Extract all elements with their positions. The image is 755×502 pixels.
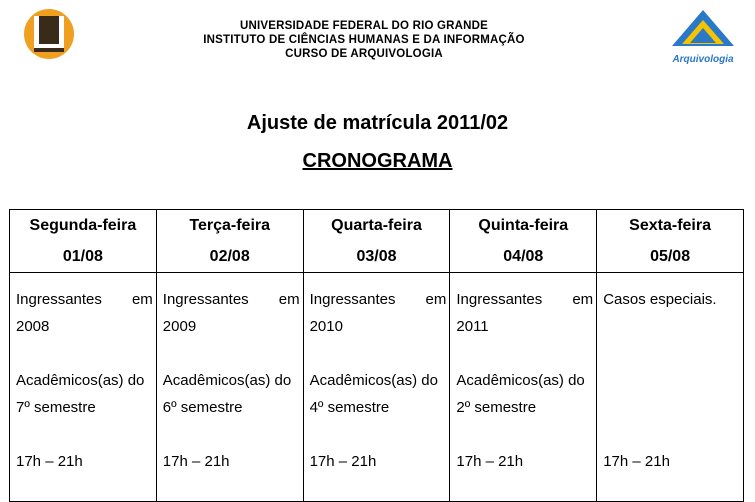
day-name: Terça-feira (189, 217, 271, 234)
day-date: 04/08 (503, 248, 544, 265)
page-title: Ajuste de matrícula 2011/02 (246, 112, 509, 134)
day-header-friday (597, 210, 744, 273)
header-institute: INSTITUTO DE CIÊNCIAS HUMANAS E DA INFORMAÇÃO (203, 34, 525, 46)
day-date: 05/08 (650, 248, 691, 265)
cell-line: 2009 (162, 318, 197, 335)
cell-line: Casos especiais. (603, 291, 717, 308)
day-name: Quinta-feira (478, 217, 569, 234)
day-header-tuesday (156, 210, 303, 273)
schedule-cell-tuesday (156, 273, 303, 502)
day-date: 03/08 (356, 248, 397, 265)
arquivologia-logo (668, 8, 738, 70)
cell-time: 17h – 21h (162, 453, 230, 470)
institution-header (180, 19, 548, 61)
cell-line: Ingressantes em (16, 291, 153, 308)
schedule-header-row (10, 210, 744, 273)
day-name: Quarta-feira (331, 217, 422, 234)
day-header-monday (10, 210, 157, 273)
header-university: UNIVERSIDADE FEDERAL DO RIO GRANDE (239, 20, 489, 32)
cell-line: 2008 (16, 318, 50, 335)
cell-time: 17h – 21h (309, 453, 377, 470)
cell-line: 6º semestre (162, 399, 243, 416)
cell-line: Acadêmicos(as) do (456, 372, 585, 389)
day-header-wednesday (303, 210, 450, 273)
day-name: Segunda-feira (29, 217, 137, 234)
schedule-cell-monday (10, 273, 157, 502)
cell-line: 7º semestre (16, 399, 96, 416)
schedule-content-row (10, 273, 744, 502)
cell-time: 17h – 21h (603, 453, 670, 470)
header-course: CURSO DE ARQUIVOLOGIA (285, 48, 443, 60)
cell-line: 2º semestre (456, 399, 537, 416)
schedule-cell-friday (597, 273, 744, 502)
day-date: 01/08 (62, 248, 103, 265)
schedule-table (9, 209, 744, 502)
arquivologia-logo-text: Arquivologia (672, 54, 734, 65)
cell-time: 17h – 21h (16, 453, 83, 470)
schedule-cell-wednesday (303, 273, 450, 502)
cell-line: Acadêmicos(as) do (162, 372, 292, 389)
cell-line: 4º semestre (309, 399, 390, 416)
cell-line: Ingressantes em (456, 291, 594, 308)
cell-line: Ingressantes em (162, 291, 300, 308)
university-logo (20, 8, 78, 60)
cell-line: Acadêmicos(as) do (16, 372, 145, 389)
day-date: 02/08 (209, 248, 250, 265)
day-name: Sexta-feira (629, 217, 711, 234)
page-subtitle: CRONOGRAMA (302, 150, 453, 172)
cell-line: 2011 (456, 318, 489, 335)
cell-line: 2010 (309, 318, 343, 335)
cell-line: Acadêmicos(as) do (309, 372, 438, 389)
cell-line: Ingressantes em (309, 291, 447, 308)
schedule-cell-thursday (450, 273, 597, 502)
cell-time: 17h – 21h (456, 453, 524, 470)
day-header-thursday (450, 210, 597, 273)
